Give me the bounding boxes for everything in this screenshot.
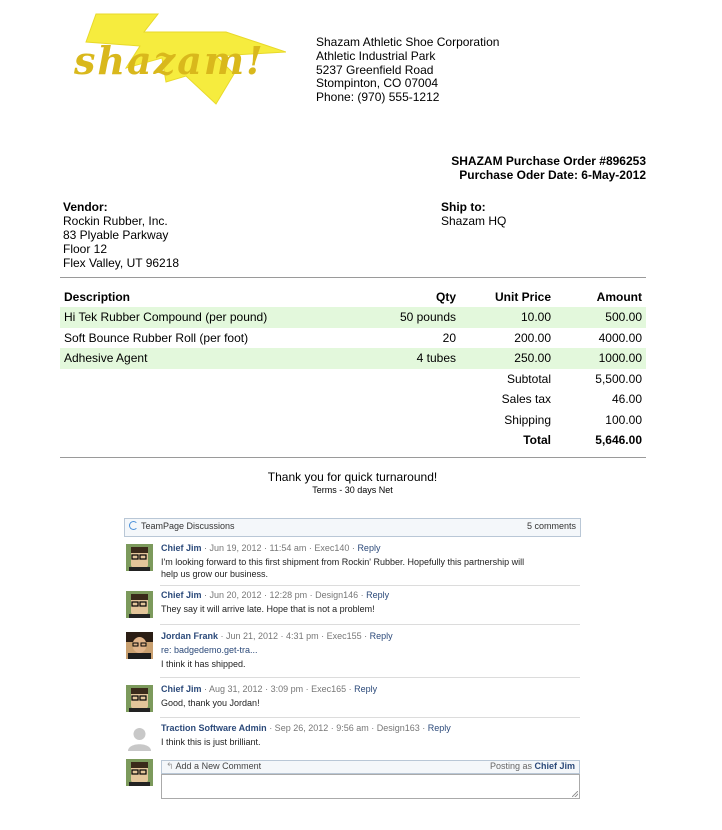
item-description: Soft Bounce Rubber Roll (per foot) <box>64 330 249 345</box>
sales-tax-label: Sales tax <box>501 392 551 407</box>
item-amount: 500.00 <box>555 307 646 328</box>
comment-text: I'm looking forward to this first shipment from Rockin' Rubber. Hopefully this partnership will <box>161 557 525 567</box>
total-label: Total <box>523 433 551 448</box>
shipping-value: 100.00 <box>605 412 642 427</box>
subtotal-label: Subtotal <box>506 371 551 386</box>
comment-text: They say it will arrive late. Hope that is not a problem! <box>161 604 375 614</box>
sales-tax-value: 46.00 <box>611 392 642 407</box>
comment-author[interactable]: Chief Jim <box>161 590 202 600</box>
table-row <box>60 328 646 349</box>
ship-to-label: Ship to: <box>441 200 486 214</box>
avatar[interactable] <box>126 544 153 571</box>
reply-link[interactable]: Reply <box>366 590 390 600</box>
item-qty: 50 pounds <box>360 307 460 328</box>
shipping-row <box>60 410 646 431</box>
item-unit-price: 200.00 <box>514 330 551 345</box>
compose-header <box>161 760 580 774</box>
divider <box>160 585 580 586</box>
comment-text: I think this is just brilliant. <box>161 737 261 747</box>
posting-as-label: Posting as <box>489 761 532 771</box>
default-avatar-icon[interactable] <box>126 724 153 751</box>
item-qty: 4 tubes <box>360 348 460 369</box>
reply-arrow-icon: ↰ <box>166 761 176 771</box>
vendor-label: Vendor: <box>63 200 108 214</box>
comment-item <box>124 722 580 754</box>
total-value: 5,646.00 <box>595 433 642 448</box>
discussion-header <box>124 518 581 537</box>
company-address-line: Athletic Industrial Park <box>316 48 436 63</box>
po-date: Purchase Oder Date: 6-May-2012 <box>459 168 646 182</box>
item-qty: 20 <box>442 330 456 345</box>
add-comment-label[interactable]: Add a New Comment <box>175 761 262 771</box>
divider <box>160 624 580 625</box>
comment-item <box>124 683 580 715</box>
ship-to-block <box>441 200 506 228</box>
vendor-line: Flex Valley, UT 96218 <box>63 256 180 270</box>
payment-terms: Terms - 30 days Net <box>312 485 393 495</box>
divider <box>160 717 580 718</box>
total-row <box>60 430 646 451</box>
loading-icon <box>129 521 138 530</box>
sales-tax-row <box>60 389 646 410</box>
comment-meta: · Jun 19, 2012 · 11:54 am · Exec140 · <box>201 543 358 553</box>
comment-item <box>124 630 580 676</box>
comment-author[interactable]: Jordan Frank <box>161 631 219 641</box>
column-header-amount: Amount <box>596 289 642 304</box>
comment-item <box>124 589 580 621</box>
table-row <box>60 307 646 328</box>
reply-link[interactable]: Reply <box>354 684 378 694</box>
item-amount: 1000.00 <box>555 348 646 369</box>
divider <box>160 677 580 678</box>
svg-text:shazam!: shazam! <box>74 38 265 83</box>
company-address-line: 5237 Greenfield Road <box>316 62 434 77</box>
line-items-table <box>60 286 646 451</box>
column-header-unit-price: Unit Price <box>494 289 551 304</box>
avatar <box>126 759 153 786</box>
item-amount: 4000.00 <box>598 330 642 345</box>
comment-text: help us grow our business. <box>161 569 269 579</box>
thank-you-note: Thank you for quick turnaround! <box>267 470 438 484</box>
ship-to-name: Shazam HQ <box>441 214 507 228</box>
comment-author[interactable]: Traction Software Admin <box>161 723 267 733</box>
divider <box>60 457 646 458</box>
comment-author[interactable]: Chief Jim <box>161 684 202 694</box>
comment-item <box>124 542 580 584</box>
comment-meta: · Jun 20, 2012 · 12:28 pm · Design146 · <box>201 590 367 600</box>
comment-author[interactable]: Chief Jim <box>161 543 202 553</box>
posting-user[interactable]: Chief Jim <box>534 761 575 771</box>
vendor-line: 83 Plyable Parkway <box>63 228 169 242</box>
item-unit-price: 250.00 <box>460 348 555 369</box>
table-row <box>60 348 646 369</box>
item-description: Adhesive Agent <box>60 348 360 369</box>
vendor-block <box>63 200 179 270</box>
column-header-qty: Qty <box>435 289 456 304</box>
comment-text: Good, thank you Jordan! <box>161 698 260 708</box>
shipping-label: Shipping <box>504 412 551 427</box>
reply-reference-link[interactable]: re: badgedemo.get-tra... <box>161 645 258 655</box>
avatar[interactable] <box>126 685 153 712</box>
company-address <box>316 36 499 105</box>
reply-link[interactable]: Reply <box>427 723 451 733</box>
discussion-title[interactable]: TeamPage Discussions <box>141 521 235 531</box>
column-header-description: Description <box>64 289 131 304</box>
item-unit-price: 10.00 <box>460 307 555 328</box>
subtotal-value: 5,500.00 <box>595 371 642 386</box>
comment-count[interactable]: 5 comments <box>526 521 576 531</box>
comment-meta: · Sep 26, 2012 · 9:56 am · Design163 · <box>266 723 428 733</box>
avatar[interactable] <box>126 591 153 618</box>
comment-textarea[interactable] <box>161 774 580 799</box>
item-description: Hi Tek Rubber Compound (per pound) <box>60 307 360 328</box>
resize-handle-icon[interactable] <box>572 791 578 797</box>
company-phone: Phone: (970) 555-1212 <box>316 90 440 105</box>
vendor-line: Rockin Rubber, Inc. <box>63 214 168 228</box>
reply-link[interactable]: Reply <box>369 631 393 641</box>
comment-meta: · Jun 21, 2012 · 4:31 pm · Exec155 · <box>218 631 370 641</box>
po-title: SHAZAM Purchase Order #896253 <box>451 154 646 168</box>
divider <box>60 277 646 278</box>
shazam-logo <box>66 12 286 106</box>
reply-link[interactable]: Reply <box>357 543 381 553</box>
subtotal-row <box>60 369 646 390</box>
company-name: Shazam Athletic Shoe Corporation <box>316 35 500 49</box>
comment-meta: · Aug 31, 2012 · 3:09 pm · Exec165 · <box>201 684 355 694</box>
company-city: Stompinton, CO 07004 <box>316 76 439 91</box>
comment-text: I think it has shipped. <box>161 659 246 669</box>
vendor-line: Floor 12 <box>63 242 108 256</box>
purchase-order-header <box>451 154 646 182</box>
table-header-row <box>60 286 646 307</box>
avatar[interactable] <box>126 632 153 659</box>
